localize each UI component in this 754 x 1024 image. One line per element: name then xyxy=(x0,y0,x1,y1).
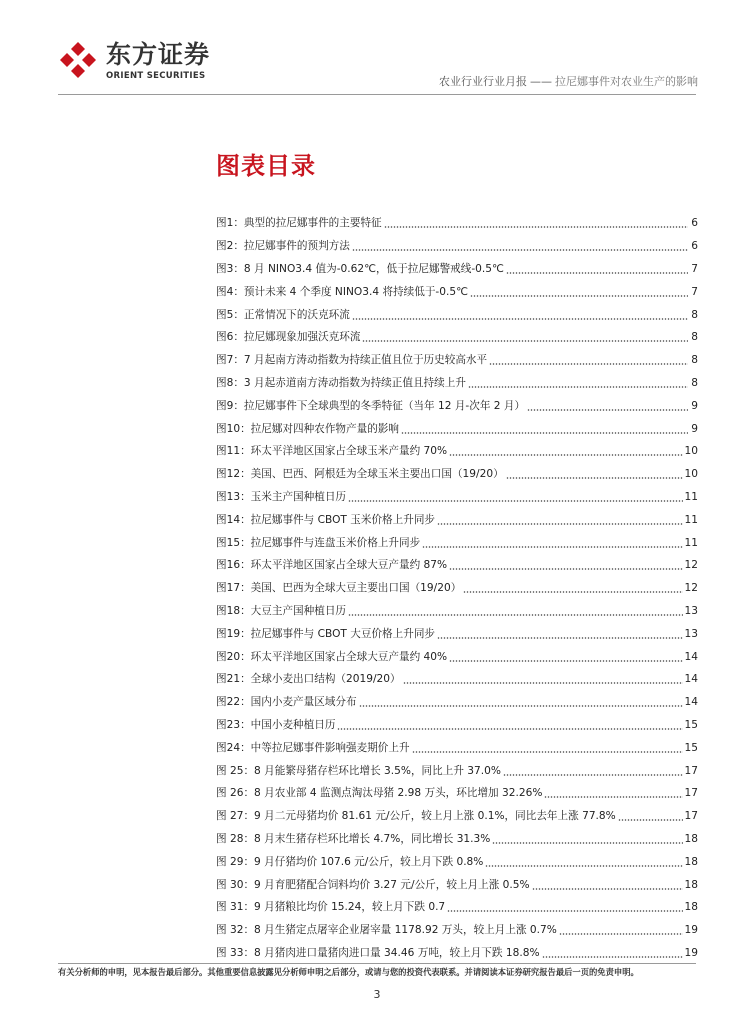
toc-entry-label: 图 33：8 月猪肉进口量猪肉进口量 34.46 万吨，较上月下跌 18.8% xyxy=(216,946,540,959)
toc-entry[interactable] xyxy=(216,303,698,326)
toc-dot-leader xyxy=(532,884,683,890)
toc-entry-page: 14 xyxy=(684,696,698,709)
toc-entry-page: 10 xyxy=(684,468,698,481)
toc-entry-page: 13 xyxy=(684,627,698,640)
toc-entry-label: 图1：典型的拉尼娜事件的主要特征 xyxy=(216,217,382,230)
toc-entry-page: 14 xyxy=(684,650,698,663)
toc-entry[interactable] xyxy=(216,212,698,235)
toc-entry[interactable] xyxy=(216,280,698,303)
toc-entry[interactable] xyxy=(216,577,698,600)
orient-securities-logo-icon xyxy=(58,40,98,80)
toc-entry-label: 图5：正常情况下的沃克环流 xyxy=(216,308,350,321)
toc-dot-leader xyxy=(437,633,683,639)
toc-entry-label: 图10：拉尼娜对四种农作物产量的影响 xyxy=(216,422,399,435)
report-subtitle: 拉尼娜事件对农业生产的影响 xyxy=(555,75,698,88)
toc-entry[interactable] xyxy=(216,531,698,554)
toc-entry-page: 8 xyxy=(691,354,698,367)
toc-entry-page: 12 xyxy=(684,582,698,595)
header-divider xyxy=(58,94,696,95)
footer-divider xyxy=(58,963,696,964)
toc-dot-leader xyxy=(337,724,682,730)
header-separator: —— xyxy=(530,75,552,88)
toc-entry-page: 9 xyxy=(691,399,698,412)
toc-dot-leader xyxy=(447,906,682,912)
toc-entry-page: 18 xyxy=(684,855,698,868)
toc-entry-page: 12 xyxy=(684,559,698,572)
toc-entry-page: 11 xyxy=(684,490,698,503)
toc-dot-leader xyxy=(359,701,683,707)
toc-entry-label: 图19：拉尼娜事件与 CBOT 大豆价格上升同步 xyxy=(216,627,436,640)
toc-entry-page: 8 xyxy=(691,308,698,321)
toc-entry[interactable] xyxy=(216,622,698,645)
toc-dot-leader xyxy=(618,815,683,821)
toc-entry[interactable] xyxy=(216,942,698,965)
toc-entry-page: 8 xyxy=(691,331,698,344)
brand-logo xyxy=(58,38,218,82)
report-header xyxy=(439,74,698,90)
toc-dot-leader xyxy=(422,542,682,548)
toc-entry[interactable] xyxy=(216,463,698,486)
toc-dot-leader xyxy=(470,291,688,297)
toc-dot-leader xyxy=(362,336,688,342)
toc-entry-page: 17 xyxy=(684,787,698,800)
toc-entry-label: 图3：8 月 NINO3.4 值为-0.62℃，低于拉尼娜警戒线-0.5℃ xyxy=(216,262,504,275)
toc-dot-leader xyxy=(403,678,683,684)
toc-entry[interactable] xyxy=(216,759,698,782)
toc-entry-label: 图9：拉尼娜事件下全球典型的冬季特征（当年 12 月-次年 2 月） xyxy=(216,399,526,412)
toc-entry-page: 19 xyxy=(684,946,698,959)
toc-entry-page: 19 xyxy=(684,924,698,937)
toc-entry-page: 7 xyxy=(691,262,698,275)
toc-entry-label: 图23：中国小麦种植日历 xyxy=(216,718,336,731)
toc-entry-page: 15 xyxy=(684,741,698,754)
toc-entry-page: 6 xyxy=(691,240,698,253)
toc-entry[interactable] xyxy=(216,714,698,737)
toc-entry[interactable] xyxy=(216,349,698,372)
toc-entry-page: 10 xyxy=(684,445,698,458)
toc-dot-leader xyxy=(348,610,683,616)
toc-entry[interactable] xyxy=(216,668,698,691)
toc-entry[interactable] xyxy=(216,440,698,463)
toc-entry-label: 图 30：9 月育肥猪配合饲料均价 3.27 元/公斤，较上月上涨 0.5% xyxy=(216,878,530,891)
toc-entry-page: 9 xyxy=(691,422,698,435)
toc-entry[interactable] xyxy=(216,372,698,395)
toc-entry-label: 图24：中等拉尼娜事件影响强麦期价上升 xyxy=(216,741,410,754)
toc-entry-label: 图20：环太平洋地区国家占全球大豆产量约 40% xyxy=(216,650,448,663)
toc-entry-label: 图8：3 月起赤道南方涛动指数为持续正值且持续上升 xyxy=(216,376,466,389)
toc-entry[interactable] xyxy=(216,326,698,349)
toc-entry-label: 图12：美国、巴西、阿根廷为全球玉米主要出口国（19/20） xyxy=(216,468,504,481)
toc-entry[interactable] xyxy=(216,736,698,759)
toc-entry-label: 图 26：8 月农业部 4 监测点淘汰母猪 2.98 万头，环比增加 32.26% xyxy=(216,787,543,800)
toc-entry[interactable] xyxy=(216,554,698,577)
toc-entry-label: 图7：7 月起南方涛动指数为持续正值且位于历史较高水平 xyxy=(216,354,488,367)
toc-entry-page: 15 xyxy=(684,718,698,731)
toc-entry-page: 11 xyxy=(684,513,698,526)
page-title: 图表目录 xyxy=(216,152,316,180)
toc-entry[interactable] xyxy=(216,873,698,896)
toc-dot-leader xyxy=(503,770,683,776)
toc-entry-page: 6 xyxy=(691,217,698,230)
toc-entry-page: 8 xyxy=(691,376,698,389)
toc-entry-label: 图 25：8 月能繁母猪存栏环比增长 3.5%，同比上升 37.0% xyxy=(216,764,501,777)
toc-entry-page: 7 xyxy=(691,285,698,298)
toc-dot-leader xyxy=(463,587,682,593)
toc-entry[interactable] xyxy=(216,235,698,258)
toc-entry-label: 图11：环太平洋地区国家占全球玉米产量约 70% xyxy=(216,445,448,458)
toc-entry[interactable] xyxy=(216,417,698,440)
toc-entry-page: 18 xyxy=(684,832,698,845)
toc-dot-leader xyxy=(506,473,683,479)
toc-dot-leader xyxy=(468,382,688,388)
toc-dot-leader xyxy=(348,496,683,502)
toc-dot-leader xyxy=(352,245,688,251)
toc-entry-page: 18 xyxy=(684,901,698,914)
page-number: 3 xyxy=(373,988,381,1001)
toc-entry-label: 图2：拉尼娜事件的预判方法 xyxy=(216,240,350,253)
toc-entry-page: 11 xyxy=(684,536,698,549)
toc-entry-label: 图17：美国、巴西为全球大豆主要出口国（19/20） xyxy=(216,582,462,595)
toc-entry-label: 图22：国内小麦产量区域分布 xyxy=(216,696,357,709)
report-type: 农业行业行业月报 xyxy=(439,75,527,88)
toc-entry-label: 图 32：8 月生猪定点屠宰企业屠宰量 1178.92 万头，较上月上涨 0.7% xyxy=(216,924,557,937)
toc-dot-leader xyxy=(559,929,683,935)
toc-entry-page: 18 xyxy=(684,878,698,891)
toc-entry-label: 图14：拉尼娜事件与 CBOT 玉米价格上升同步 xyxy=(216,513,436,526)
toc-entry[interactable] xyxy=(216,645,698,668)
toc-entry-label: 图 29：9 月仔猪均价 107.6 元/公斤，较上月下跌 0.8% xyxy=(216,855,484,868)
toc-entry-label: 图21：全球小麦出口结构（2019/20） xyxy=(216,673,401,686)
toc-entry-page: 17 xyxy=(684,764,698,777)
toc-entry[interactable] xyxy=(216,782,698,805)
toc-dot-leader xyxy=(449,450,682,456)
toc-dot-leader xyxy=(544,792,682,798)
toc-entry[interactable] xyxy=(216,805,698,828)
toc-entry[interactable] xyxy=(216,600,698,623)
toc-entry[interactable] xyxy=(216,508,698,531)
toc-dot-leader xyxy=(384,222,688,228)
toc-entry-label: 图15：拉尼娜事件与连盘玉米价格上升同步 xyxy=(216,536,421,549)
toc-dot-leader xyxy=(489,359,688,365)
toc-dot-leader xyxy=(401,428,688,434)
toc-dot-leader xyxy=(449,564,682,570)
toc-dot-leader xyxy=(352,314,688,320)
toc-entry[interactable] xyxy=(216,486,698,509)
toc-entry-page: 17 xyxy=(684,810,698,823)
toc-dot-leader xyxy=(485,861,682,867)
figure-index-list xyxy=(216,212,698,964)
toc-entry-label: 图 28：8 月末生猪存栏环比增长 4.7%，同比增长 31.3% xyxy=(216,832,491,845)
toc-dot-leader xyxy=(437,519,683,525)
toc-dot-leader xyxy=(449,656,682,662)
toc-entry-label: 图16：环太平洋地区国家占全球大豆产量约 87% xyxy=(216,559,448,572)
toc-entry-label: 图18：大豆主产国种植日历 xyxy=(216,604,347,617)
toc-dot-leader xyxy=(542,952,683,958)
toc-entry[interactable] xyxy=(216,828,698,851)
toc-dot-leader xyxy=(527,405,688,411)
toc-dot-leader xyxy=(492,838,682,844)
footer-disclaimer: 有关分析师的申明，见本报告最后部分。其他重要信息披露见分析师申明之后部分，或请与您的投资代表联系。并请阅读本证券研究报告最后一页的免责申明。 xyxy=(58,967,639,977)
toc-entry-label: 图 27：9 月二元母猪均价 81.61 元/公斤，较上月上涨 0.1%，同比去年上涨 77.8% xyxy=(216,810,616,823)
toc-dot-leader xyxy=(412,747,683,753)
toc-entry-page: 13 xyxy=(684,604,698,617)
toc-entry[interactable] xyxy=(216,258,698,281)
toc-entry-label: 图 31：9 月猪粮比均价 15.24，较上月下跌 0.7 xyxy=(216,901,446,914)
brand-name-en: ORIENT SECURITIES xyxy=(106,71,206,81)
toc-dot-leader xyxy=(506,268,688,274)
toc-entry-label: 图6：拉尼娜现象加强沃克环流 xyxy=(216,331,361,344)
toc-entry-label: 图13：玉米主产国种植日历 xyxy=(216,490,347,503)
toc-entry-label: 图4：预计未来 4 个季度 NINO3.4 将持续低于-0.5℃ xyxy=(216,285,468,298)
toc-entry[interactable] xyxy=(216,691,698,714)
toc-entry-page: 14 xyxy=(684,673,698,686)
toc-entry[interactable] xyxy=(216,394,698,417)
toc-entry[interactable] xyxy=(216,850,698,873)
toc-entry[interactable] xyxy=(216,919,698,942)
brand-name-cn: 东方证券 xyxy=(106,40,211,69)
toc-entry[interactable] xyxy=(216,896,698,919)
